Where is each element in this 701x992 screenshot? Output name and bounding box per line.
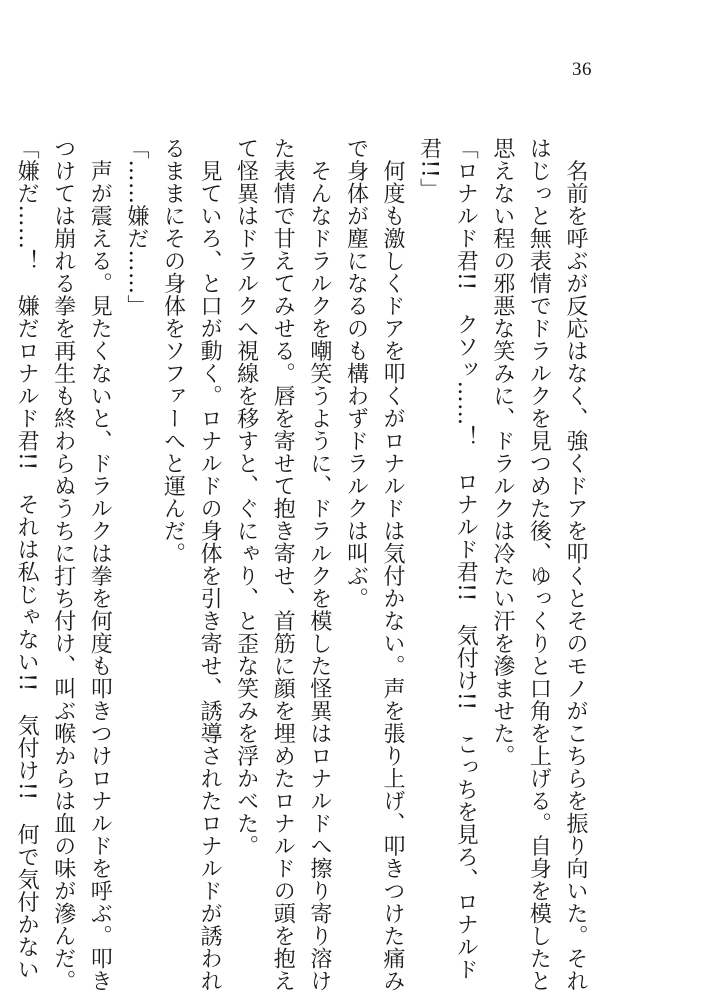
novel-body-text xyxy=(8,137,594,992)
text-line: そんなドラルクを嘲笑うように、ドラルクを模した怪異はロナルドへ擦り寄り溶け xyxy=(306,137,332,992)
text-line: て怪異はドラルクへ視線を移すと、ぐにゃり、と歪な笑みを浮かべた。 xyxy=(233,137,259,857)
page-number: 36 xyxy=(572,59,592,80)
text-line: 「嫌だ……！ 嫌だロナルド君!! それは私じゃない!! 気付け!! 何で気付かない xyxy=(14,137,40,981)
text-line: 君!!」 xyxy=(416,137,442,201)
text-line: 見ていろ、と口が動く。ロナルドの身体を引き寄せ、誘導されたロナルドが誘われ xyxy=(197,137,223,992)
text-line: るままにその身体をソファーへと運んだ。 xyxy=(160,137,186,565)
text-line: た表情で甘えてみせる。唇を寄せて抱き寄せ、首筋に顔を埋めたロナルドの頭を抱え xyxy=(270,137,296,992)
text-line: 名前を呼ぶが反応はなく、強くドアを叩くとそのモノがこちらを振り向いた。それ xyxy=(563,137,588,992)
text-line: 「ロナルド君!! クソッ……！ ロナルド君!! 気付け!! こっちを見ろ、ロナルド xyxy=(453,137,479,981)
text-line: 「……嫌だ……」 xyxy=(123,137,149,317)
text-line: 声が震える。見たくないと、ドラルクは拳を何度も叩きつけロナルドを呼ぶ。叩き xyxy=(87,137,113,992)
text-line: つけては崩れる拳を再生も終わらぬうちに打ち付け、叫ぶ喉からは血の味が滲んだ。 xyxy=(50,137,76,992)
text-line: はじっと無表情でドラルクを見つめた後、ゆっくりと口角を上げる。自身を模したと xyxy=(526,137,552,992)
text-line: で身体が塵になるのも構わずドラルクは叫ぶ。 xyxy=(343,137,369,610)
text-line: 何度も激しくドアを叩くがロナルドは気付かない。声を張り上げ、叩きつけた痛み xyxy=(380,137,406,992)
text-line: 思えない程の邪悪な笑みに、ドラルクは冷たい汗を滲ませた。 xyxy=(489,137,515,767)
